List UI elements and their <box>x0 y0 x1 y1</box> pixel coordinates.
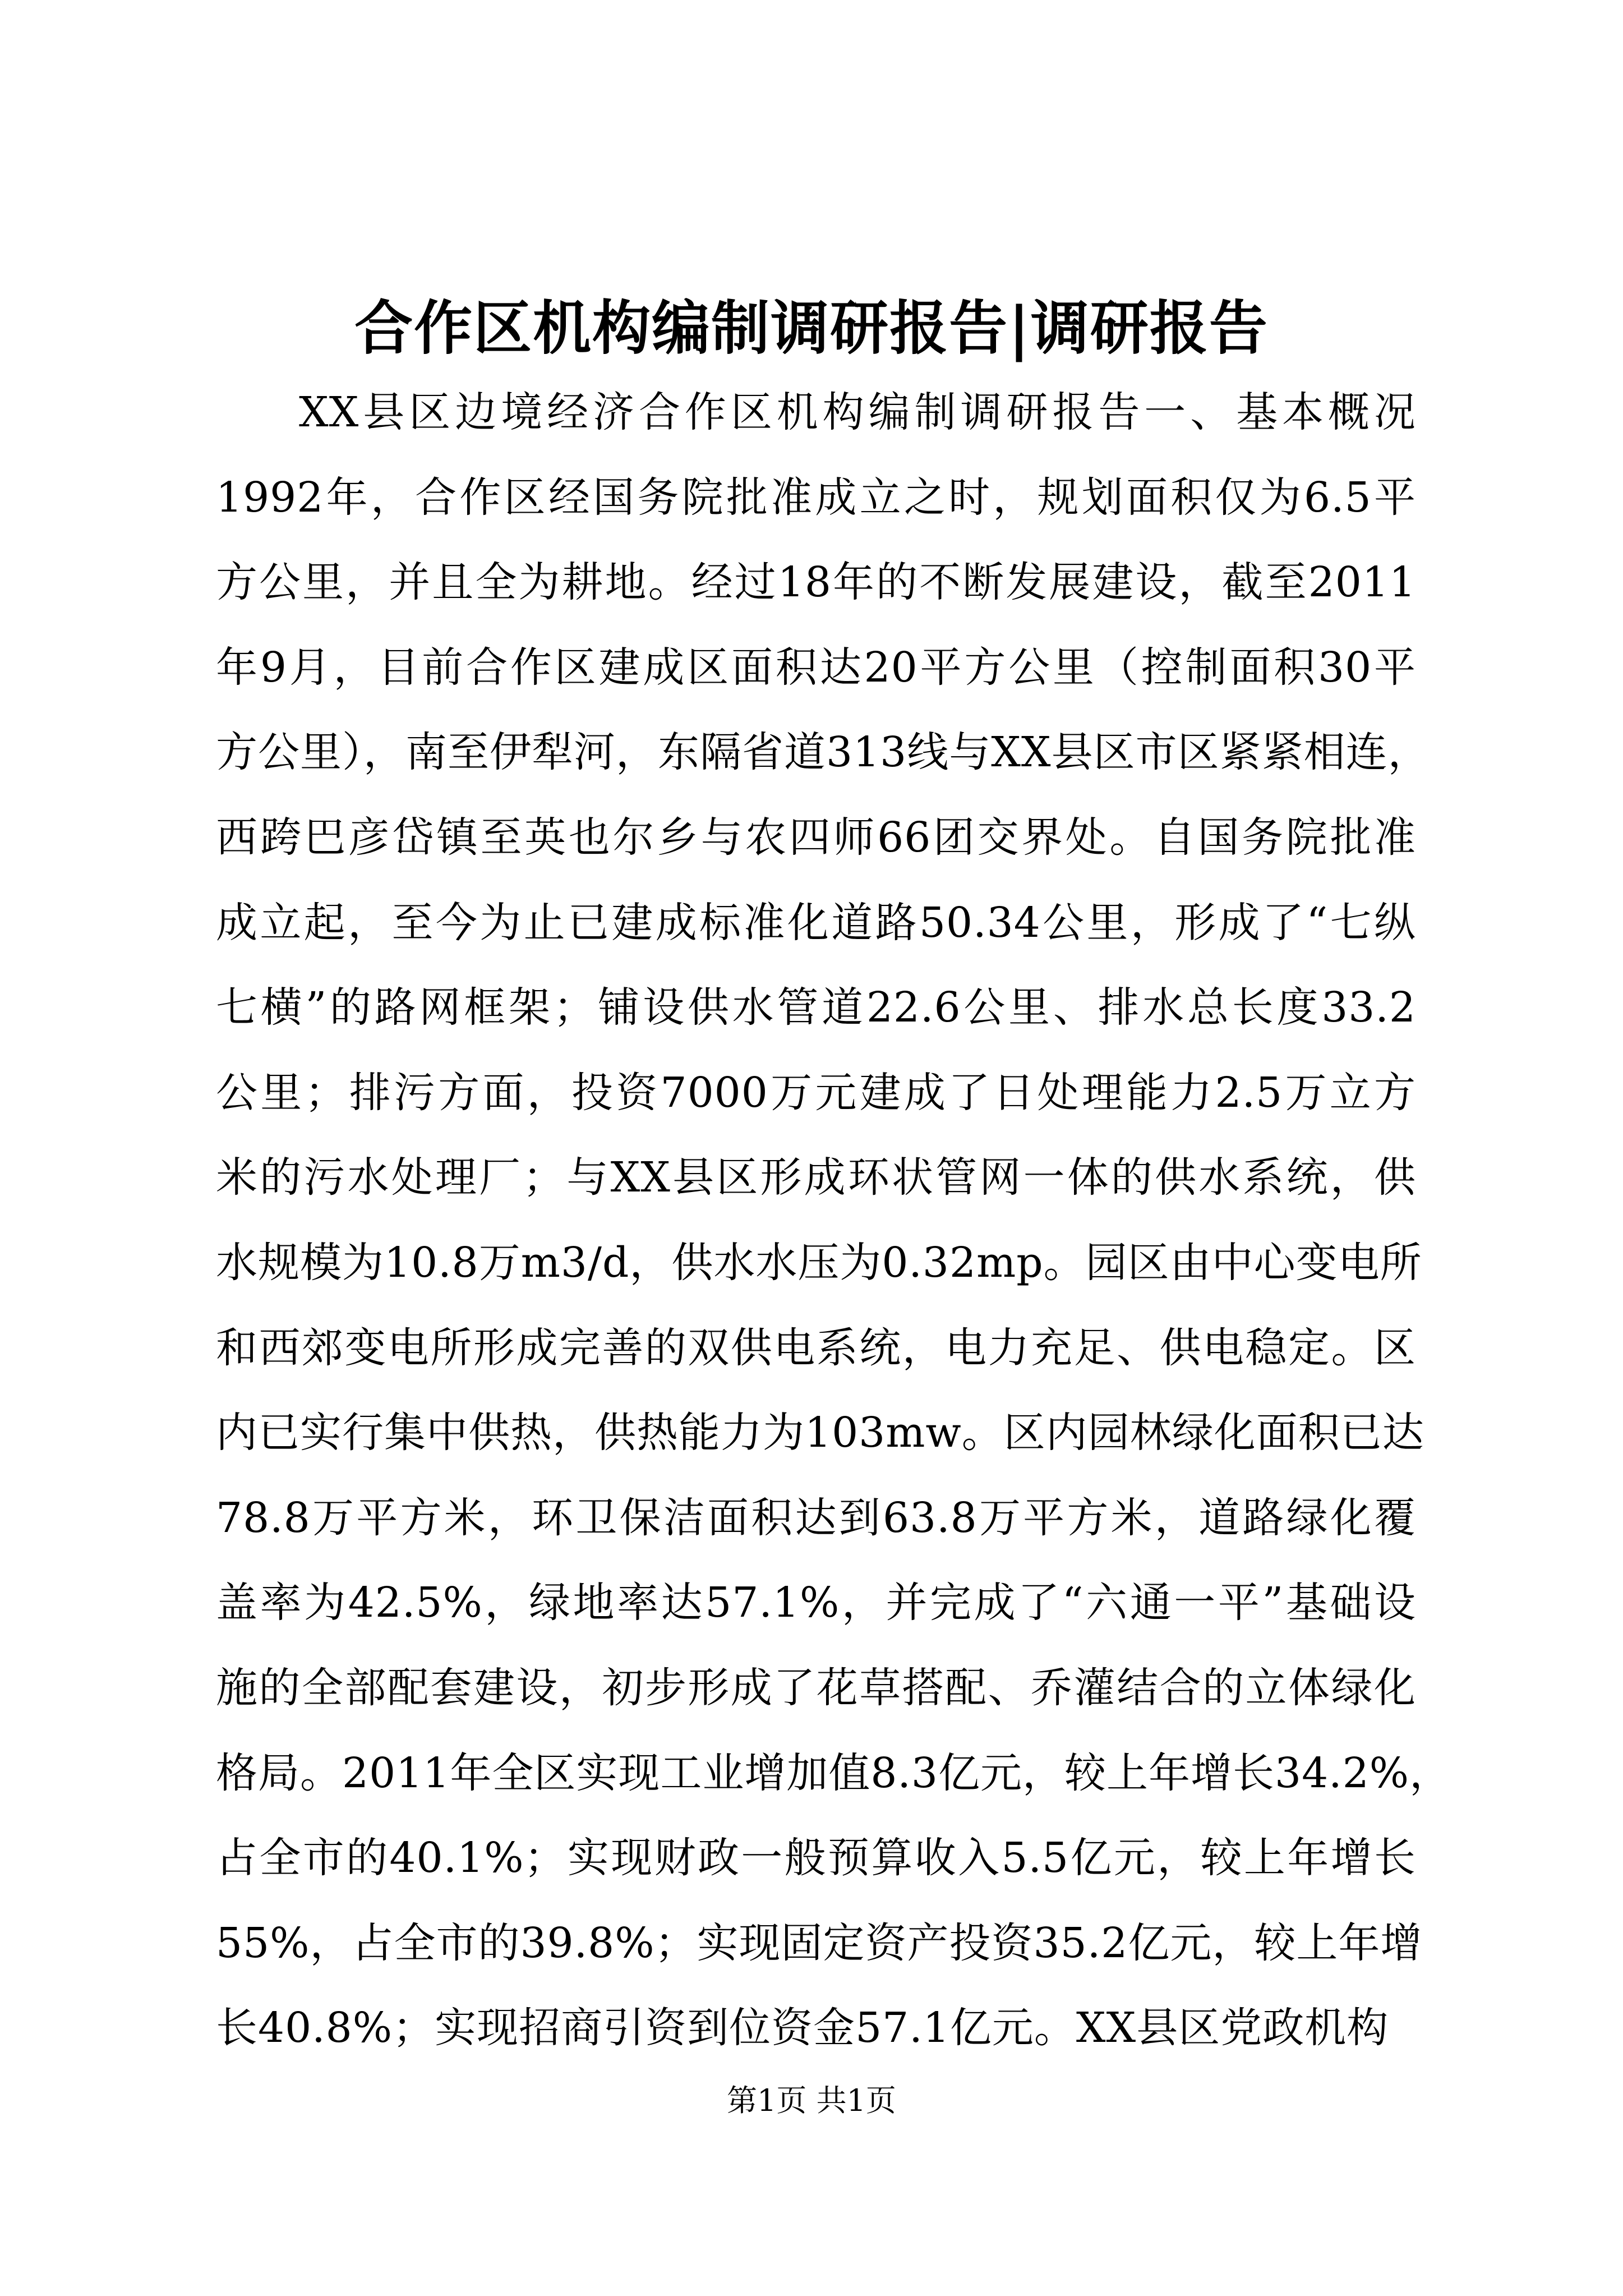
body-line: 和西郊变电所形成完善的双供电系统，电力充足、供电稳定。区 <box>216 1323 1416 1372</box>
document-body <box>216 370 1452 2071</box>
body-line: 55%，占全市的39.8%；实现固定资产投资35.2亿元，较上年增 <box>216 1918 1423 1967</box>
body-line: 占全市的40.1%；实现财政一般预算收入5.5亿元，较上年增长 <box>216 1834 1416 1883</box>
body-line: 施的全部配套建设，初步形成了花草搭配、乔灌结合的立体绿化 <box>216 1663 1416 1712</box>
body-line: 西跨巴彦岱镇至英也尔乡与农四师66团交界处。自国务院批准 <box>216 813 1416 862</box>
body-line: 1992年，合作区经国务院批准成立之时，规划面积仅为6.5平 <box>216 473 1416 522</box>
body-line: 公里；排污方面，投资7000万元建成了日处理能力2.5万立方 <box>216 1068 1416 1117</box>
body-line: XX县区边境经济合作区机构编制调研报告一、基本概况 <box>299 388 1416 436</box>
body-line: 78.8万平方米，环卫保洁面积达到63.8万平方米，道路绿化覆 <box>216 1493 1416 1542</box>
body-line: 水规模为10.8万m3/d，供水水压为0.32mp。园区由中心变电所 <box>216 1238 1422 1287</box>
body-line: 格局。2011年全区实现工业增加值8.3亿元，较上年增长34.2%， <box>216 1749 1452 1797</box>
body-line: 米的污水处理厂；与XX县区形成环状管网一体的供水系统，供 <box>216 1153 1416 1202</box>
body-line: 方公里），南至伊犁河，东隔省道313线与XX县区市区紧紧相连， <box>216 728 1430 777</box>
body-line: 年9月，目前合作区建成区面积达20平方公里（控制面积30平 <box>216 643 1416 692</box>
body-line: 长40.8%；实现招商引资到位资金57.1亿元。XX县区党政机构 <box>216 2004 1389 2053</box>
body-line: 方公里，并且全为耕地。经过18年的不断发展建设，截至2011 <box>216 558 1416 607</box>
body-line: 七横”的路网框架；铺设供水管道22.6公里、排水总长度33.2 <box>216 983 1416 1032</box>
body-line: 成立起，至今为止已建成标准化道路50.34公里，形成了“七纵 <box>216 898 1416 947</box>
body-line: 内已实行集中供热，供热能力为103mw。区内园林绿化面积已达 <box>216 1409 1424 1457</box>
page-footer: 第1页 共1页 <box>727 2083 896 2118</box>
body-line: 盖率为42.5%，绿地率达57.1%，并完成了“六通一平”基础设 <box>216 1579 1416 1627</box>
document-title: 合作区机构编制调研报告|调研报告 <box>354 293 1269 362</box>
